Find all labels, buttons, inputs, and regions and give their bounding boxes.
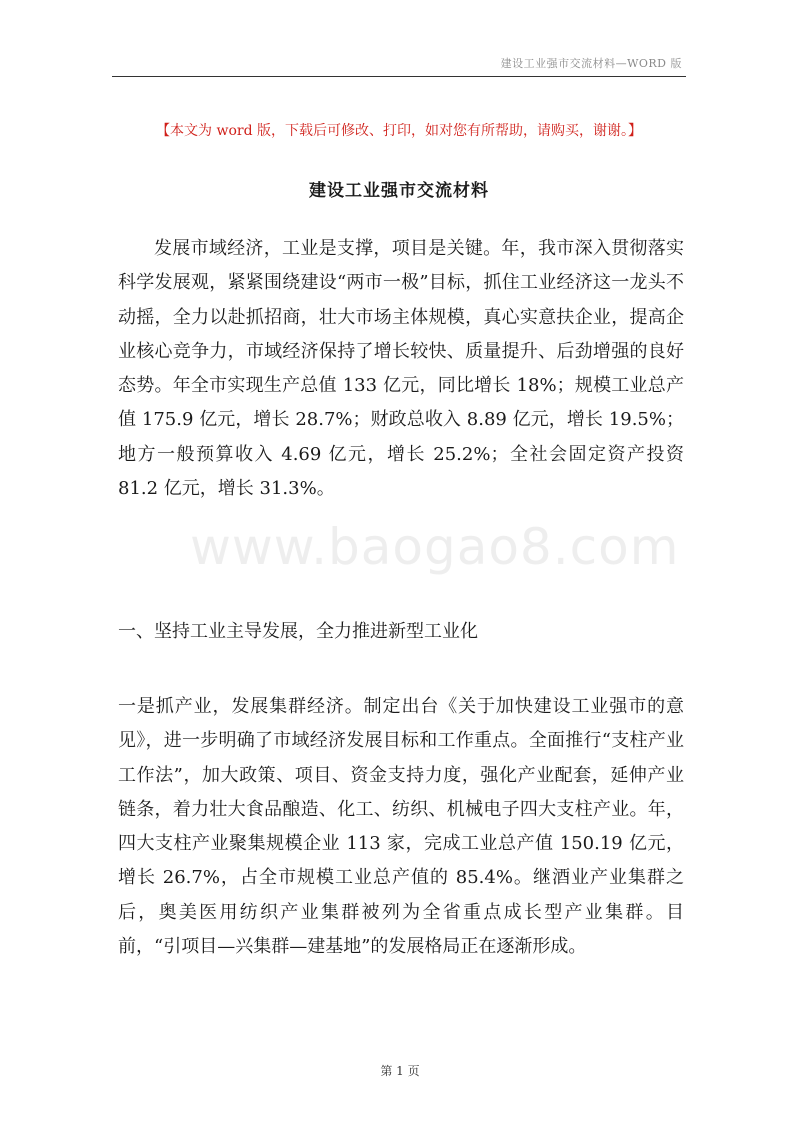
intro-paragraph: 发展市域经济，工业是支撑，项目是关键。年，我市深入贯彻落实科学发展观，紧紧围绕建设“两市一极”目标，抓住工业经济这一龙头不动摇，全力以赴抓招商，壮大市场主体规模，真心实意扶企业，提高企业核心竞争力，市域经济保持了增长较快、质量提升、后劲增强的良好态势。年全市实现生产总值 133 亿元，同比增长 18%；规模工业总产值 175.9 亿元，增长 28.7%；财政总收入 8.89 亿元，增长 19.5%；地方一般预算收入 4.69 亿元，增长 25.2%；全社会固定资产投资 81.2 亿元，增长 31.3%。 [118,238,684,500]
running-header-title: 建设工业强市交流材料—WORD 版 [500,57,682,70]
body-paragraph: 一是抓产业，发展集群经济。制定出台《关于加快建设工业强市的意见》，进一步明确了市域经济发展目标和工作重点。全面推行“支柱产业工作法”，加大政策、项目、资金支持力度，强化产业配套，延伸产业链条，着力壮大食品酿造、化工、纺织、机械电子四大支柱产业。年，四大支柱产业聚集规模企业 113 家，完成工业总产值 150.19 亿元，增长 26.7%，占全市规模工业总产值的 85.4%。继酒业产业集群之后，奥美医用纺织产业集群被列为全省重点成长型产业集群。目前，“引项目—兴集群—建基地”的发展格局正在逐渐形成。 [118,696,684,958]
page-number: 第 1 页 [380,1064,420,1078]
site-watermark: www.baogao8.com [190,518,680,576]
header-divider [112,76,686,77]
section-heading: 一、坚持工业主导发展，全力推进新型工业化 [118,621,478,642]
purchase-notice: 【本文为 word 版，下载后可修改、打印，如对您有所帮助，请购买，谢谢。】 [156,123,642,139]
document-title: 建设工业强市交流材料 [309,181,489,201]
